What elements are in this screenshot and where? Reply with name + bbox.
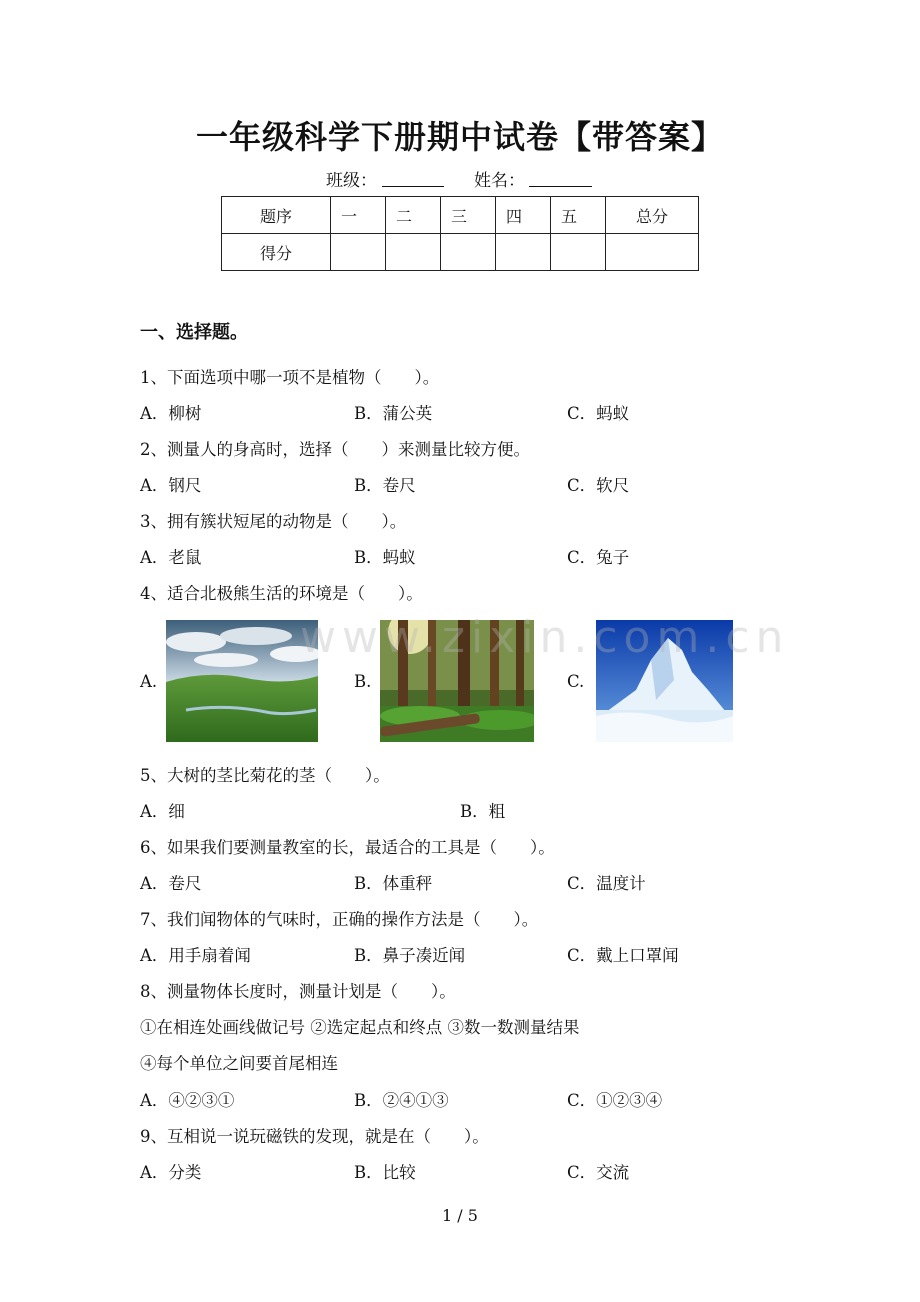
option-c[interactable]: C．蚂蚁 <box>567 404 630 423</box>
header-cell: 二 <box>386 197 441 234</box>
option-b[interactable]: B．蒲公英 <box>354 404 433 423</box>
score-table-header-row <box>222 197 699 234</box>
question-stem: 8、测量物体长度时，测量计划是（ ）。 <box>140 982 456 1001</box>
score-cell[interactable] <box>496 234 551 271</box>
question-steps-line: ①在相连处画线做记号 ②选定起点和终点 ③数一数测量结果 <box>140 1018 580 1037</box>
score-cell[interactable] <box>551 234 606 271</box>
question-steps-line: ④每个单位之间要首尾相连 <box>140 1054 338 1073</box>
option-a[interactable]: A．④②③① <box>140 1091 235 1110</box>
question-stem: 9、互相说一说玩磁铁的发现，就是在（ ）。 <box>140 1127 489 1146</box>
option-a[interactable]: A. <box>140 672 158 691</box>
name-blank[interactable] <box>529 186 592 187</box>
option-c[interactable]: C．①②③④ <box>567 1091 663 1110</box>
question-stem: 1、下面选项中哪一项不是植物（ ）。 <box>140 368 440 387</box>
option-c[interactable]: C．交流 <box>567 1163 630 1182</box>
question-stem: 6、如果我们要测量教室的长，最适合的工具是（ ）。 <box>140 838 555 857</box>
option-b[interactable]: B．鼻子凑近闻 <box>354 946 466 965</box>
score-cell[interactable] <box>606 234 699 271</box>
option-c[interactable]: C. <box>567 672 585 691</box>
option-c[interactable]: C．温度计 <box>567 874 646 893</box>
header-cell: 题序 <box>222 197 331 234</box>
header-cell: 四 <box>496 197 551 234</box>
option-a[interactable]: A．柳树 <box>140 404 202 423</box>
exam-title: 一年级科学下册期中试卷【带答案】 <box>195 118 724 156</box>
score-cell[interactable] <box>441 234 496 271</box>
score-table-score-row <box>222 234 699 271</box>
header-cell: 三 <box>441 197 496 234</box>
option-b[interactable]: B．体重秤 <box>354 874 433 893</box>
question-stem: 2、测量人的身高时，选择（ ）来测量比较方便。 <box>140 440 530 459</box>
option-a[interactable]: A．用手扇着闻 <box>140 946 251 965</box>
page-number: 1 / 5 <box>442 1206 478 1225</box>
option-b[interactable]: B．蚂蚁 <box>354 548 416 567</box>
header-cell: 一 <box>331 197 386 234</box>
section-heading: 一、选择题。 <box>140 322 248 343</box>
class-blank[interactable] <box>382 186 444 187</box>
header-cell: 总分 <box>606 197 699 234</box>
watermark: www.zixin.com.cn <box>300 612 790 663</box>
option-b[interactable]: B．②④①③ <box>354 1091 449 1110</box>
option-a[interactable]: A．卷尺 <box>140 874 202 893</box>
option-b[interactable]: B．比较 <box>354 1163 416 1182</box>
option-a[interactable]: A．细 <box>140 802 185 821</box>
option-a[interactable]: A．老鼠 <box>140 548 202 567</box>
question-stem: 7、我们闻物体的气味时，正确的操作方法是（ ）。 <box>140 910 539 929</box>
option-a[interactable]: A．钢尺 <box>140 476 202 495</box>
option-b[interactable]: B. <box>354 672 372 691</box>
option-c[interactable]: C．戴上口罩闻 <box>567 946 679 965</box>
option-c[interactable]: C．软尺 <box>567 476 630 495</box>
question-stem: 4、适合北极熊生活的环境是（ ）。 <box>140 584 423 603</box>
score-row-label: 得分 <box>222 234 331 271</box>
class-label: 班级： <box>326 171 377 191</box>
score-table <box>221 196 699 271</box>
header-cell: 五 <box>551 197 606 234</box>
option-a[interactable]: A．分类 <box>140 1163 202 1182</box>
score-cell[interactable] <box>331 234 386 271</box>
option-b[interactable]: B．粗 <box>460 802 506 821</box>
option-c[interactable]: C．兔子 <box>567 548 630 567</box>
name-label: 姓名： <box>474 171 525 191</box>
grassland-image <box>166 620 318 742</box>
question-stem: 5、大树的茎比菊花的茎（ ）。 <box>140 766 390 785</box>
score-cell[interactable] <box>386 234 441 271</box>
option-b[interactable]: B．卷尺 <box>354 476 416 495</box>
question-stem: 3、拥有簇状短尾的动物是（ ）。 <box>140 512 407 531</box>
